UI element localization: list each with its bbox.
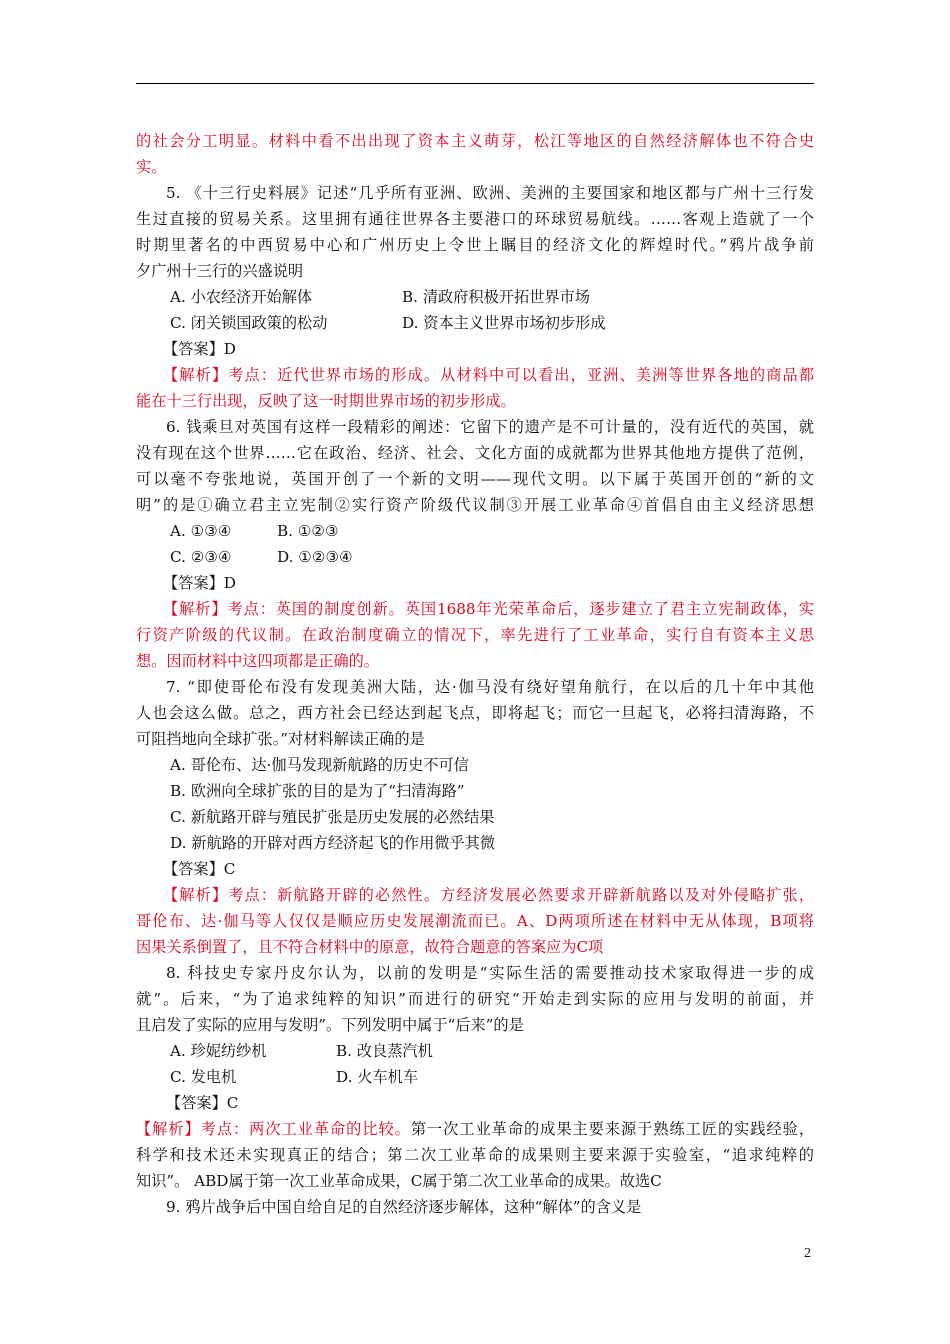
question-5-stem: 生过直接的贸易关系。这里拥有通往世界各主要港口的环球贸易航线。……客观上造就了一个 (136, 210, 814, 228)
explanation-line: 【解析】考点：新航路开辟的必然性。方经济发展必然要求开辟新航路以及对外侵略扩张， (163, 886, 814, 904)
question-6-stem: 明”的是①确立君主立宪制②实行资产阶级代议制③开展工业革命④首倡自由主义经济思想 (136, 496, 814, 514)
explanation-line: 想。因而材料中这四项都是正确的。 (136, 652, 379, 670)
explanation-line: 因果关系倒置了，且不符合材料中的原意，故符合题意的答案应为C项 (136, 938, 604, 956)
explanation-line: 哥伦布、达·伽马等人仅仅是顺应历史发展潮流而已。A、D两项所述在材料中无从体现，B项将 (136, 912, 814, 930)
question-8-stem: 就”。后来，“为了追求纯粹的知识”而进行的研究“开始走到实际的应用与发明的前面，并 (136, 990, 814, 1008)
option-c: C. 新航路开辟与殖民扩张是历史发展的必然结果 (170, 808, 495, 826)
explanation-line: 【解析】考点：近代世界市场的形成。从材料中可以看出，亚洲、美洲等世界各地的商品都 (163, 366, 814, 384)
answer-line: 【答案】D (163, 574, 236, 592)
option-b: B. 清政府积极开拓世界市场 (402, 288, 590, 306)
question-6-stem: 没有现在这个世界……它在政治、经济、社会、文化方面的成就都为世界其他地方提供了范例， (136, 444, 814, 462)
question-5-stem: 5. 《十三行史料展》记述“几乎所有亚洲、欧洲、美洲的主要国家和地区都与广州十三行发 (166, 184, 814, 202)
answer-line: 【答案】D (163, 340, 236, 358)
question-7-stem: 可阻挡地向全球扩张。”对材料解读正确的是 (136, 730, 425, 748)
answer-line: 【答案】C (166, 1094, 239, 1112)
option-d: D. ①②③④ (277, 548, 353, 566)
explanation-line: 能在十三行出现，反映了这一时期世界市场的初步形成。 (136, 392, 516, 410)
page-number: 2 (804, 1246, 811, 1261)
option-b: B. 欧洲向全球扩张的目的是为了“扫清海路” (170, 782, 465, 800)
option-a: A. 珍妮纺纱机 (170, 1042, 267, 1060)
option-d: D. 新航路的开辟对西方经济起飞的作用微乎其微 (170, 834, 496, 852)
question-6-stem: 可以毫不夸张地说，英国开创了一个新的文明——现代文明。以下属于英国开创的“新的文 (136, 470, 814, 488)
option-d: D. 火车机车 (336, 1068, 419, 1086)
explanation-line: 的社会分工明显。材料中看不出出现了资本主义萌芽，松江等地区的自然经济解体也不符合史 (136, 132, 814, 150)
explanation-line: 【解析】考点：英国的制度创新。英国1688年光荣革命后，逐步建立了君主立宪制政体，实 (163, 600, 814, 618)
option-c: C. ②③④ (170, 548, 232, 566)
explanation-line: 行资产阶级的代议制。在政治制度确立的情况下，率先进行了工业革命，实行自有资本主义思 (136, 626, 814, 644)
question-8-stem: 8. 科技史专家丹皮尔认为，以前的发明是“实际生活的需要推动技术家取得进一步的成 (166, 964, 814, 982)
option-a: A. 小农经济开始解体 (170, 288, 313, 306)
explanation-line: 科学和技术还未实现真正的结合；第二次工业革命的成果则主要来源于实验室，“追求纯粹的 (136, 1146, 814, 1164)
option-b: B. ①②③ (277, 522, 339, 540)
option-c: C. 发电机 (170, 1068, 237, 1086)
question-7-stem: 人也会这么做。总之，西方社会已经达到起飞点，即将起飞；而它一旦起飞，必将扫清海路，不 (136, 704, 814, 722)
question-6-stem: 6. 钱乘旦对英国有这样一段精彩的阐述：它留下的遗产是不可计量的，没有近代的英国，就 (166, 418, 814, 436)
question-5-stem: 时期里著名的中西贸易中心和广州历史上令世上瞩目的经济文化的辉煌时代。”鸦片战争前 (136, 236, 814, 254)
option-a: A. ①③④ (170, 522, 232, 540)
header-rule (136, 83, 814, 84)
explanation-text: 第一次工业革命的成果主要来源于熟练工匠的实践经验， (410, 1120, 815, 1138)
question-5-stem: 夕广州十三行的兴盛说明 (136, 262, 304, 280)
question-7-stem: 7. “即使哥伦布没有发现美洲大陆，达·伽马没有绕好望角航行，在以后的几十年中其他 (166, 678, 814, 696)
option-a: A. 哥伦布、达·伽马发现新航路的历史不可信 (170, 756, 469, 774)
question-8-stem: 且启发了实际的应用与发明”。下列发明中属于“后来”的是 (136, 1016, 524, 1034)
explanation-line: 实。 (136, 158, 167, 176)
option-c: C. 闭关锁国政策的松动 (170, 314, 328, 332)
answer-line: 【答案】C (163, 860, 236, 878)
option-b: B. 改良蒸汽机 (336, 1042, 433, 1060)
explanation-line: 知识”。 ABD属于第一次工业革命成果，C属于第二次工业革命的成果。故选C (136, 1172, 662, 1190)
explanation-topic: 【解析】考点：两次工业革命的比较。 (136, 1120, 411, 1138)
option-d: D. 资本主义世界市场初步形成 (402, 314, 606, 332)
explanation-line (136, 1119, 814, 1139)
question-9-stem: 9. 鸦片战争后中国自给自足的自然经济逐步解体，这种“解体”的含义是 (166, 1198, 642, 1216)
